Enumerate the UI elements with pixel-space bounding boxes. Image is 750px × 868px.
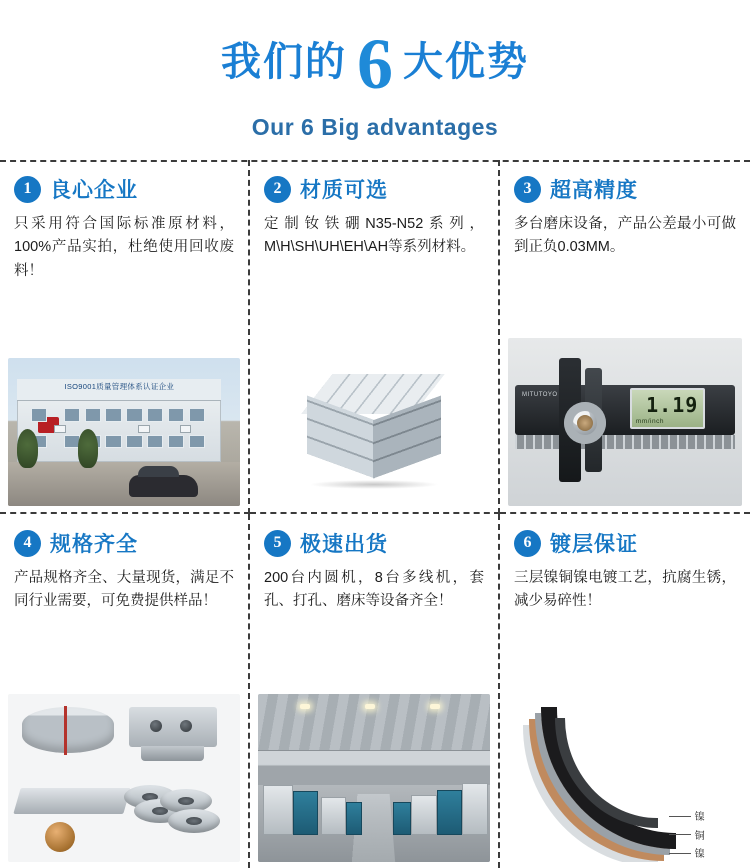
caliper-display-unit: mm/inch [635, 418, 664, 426]
tree [17, 429, 38, 467]
advantage-2-number: 2 [264, 176, 291, 203]
advantage-2-text: 定制钕铁硼N35-N52系列，M\H\SH\UH\EH\AH等系列材料。 [264, 216, 484, 256]
caliper-brand: MITUTOYO [522, 391, 558, 398]
window [189, 435, 205, 448]
magnet-base-tab [141, 746, 204, 761]
coin-scale-reference [45, 822, 75, 852]
screw-hole [150, 720, 162, 732]
window [126, 408, 142, 421]
advantage-4-head [14, 528, 234, 558]
factory-building-photo [8, 358, 240, 506]
window [168, 435, 184, 448]
assorted-magnets-photo [8, 694, 240, 862]
window [147, 408, 163, 421]
advantage-5-title: 极速出货 [300, 533, 388, 556]
bar-magnet [14, 788, 131, 814]
advantage-6-title: 镀层保证 [550, 533, 638, 556]
plating-inner-core [555, 718, 658, 829]
subtitle: Our 6 Big advantages [251, 114, 499, 140]
building-sign-text: ISO9001质量管理体系认证企业 [64, 381, 175, 391]
advantage-3-head [514, 174, 736, 204]
advantage-6-text: 三层镍铜镍电镀工艺，抗腐生锈，减少易碎性！ [514, 570, 736, 610]
advantage-card-1 [0, 160, 250, 514]
caliper-scale [515, 435, 735, 448]
cube-shadow [309, 480, 439, 489]
advantage-2-title: 材质可选 [300, 179, 388, 202]
parked-car [129, 475, 199, 497]
workshop-roof [258, 694, 490, 751]
advantage-3-title: 超高精度 [550, 179, 638, 202]
grinding-machine [462, 783, 488, 835]
grinding-machine [293, 791, 319, 835]
advantage-4-title: 规格齐全 [50, 533, 138, 556]
window [147, 435, 163, 448]
advantage-6-head [514, 528, 736, 558]
advantage-card-6 [500, 514, 750, 868]
advantage-4-text: 产品规格齐全、大量现货，满足不同行业需要，可免费提供样品！ [14, 570, 234, 610]
ceiling-lamp [430, 704, 440, 709]
title-suffix: 大优势 [403, 40, 529, 84]
plating-label-2: 铜 [695, 827, 705, 842]
plating-layers-photo [508, 694, 742, 862]
parking-ground [8, 462, 240, 506]
advantage-1-text: 只采用符合国际标准原材料，100%产品实拍，杜绝使用回收废料！ [14, 216, 234, 279]
advantage-1-number: 1 [14, 176, 41, 203]
title-prefix: 我们的 [221, 40, 347, 84]
advantage-3-number: 3 [514, 176, 541, 203]
ceiling-lamp [300, 704, 310, 709]
advantage-card-4 [0, 514, 250, 868]
caliper-display [630, 388, 705, 428]
window [105, 435, 121, 448]
advantages-grid [0, 160, 750, 868]
magnet-ring-sample [564, 402, 606, 444]
ring-magnet [168, 809, 220, 833]
window [126, 435, 142, 448]
title-big-number: 6 [357, 24, 393, 104]
grinding-machine [321, 797, 347, 836]
advantage-card-5 [250, 514, 500, 868]
advantage-card-2 [250, 160, 500, 514]
workshop-machines-photo [258, 694, 490, 862]
grinding-machine [263, 785, 293, 835]
advantage-1-title: 良心企业 [50, 179, 138, 202]
disc-magnet-stack [22, 707, 114, 753]
digital-caliper-photo [508, 338, 742, 506]
window [189, 408, 205, 421]
window [168, 408, 184, 421]
magnet-cube-photo [258, 338, 490, 506]
ac-unit [180, 425, 192, 434]
caliper-display-value: 1.19 [646, 392, 699, 417]
advantage-2-head [264, 174, 484, 204]
grinding-machine [346, 802, 362, 836]
advantage-5-head [264, 528, 484, 558]
grinding-machine [393, 802, 412, 836]
advantage-3-text: 多台磨床设备，产品公差最小可做到正负0.03MM。 [514, 216, 736, 256]
window [85, 408, 101, 421]
advantage-1-head [14, 174, 234, 204]
advantage-4-number: 4 [14, 530, 41, 557]
ceiling-lamp [365, 704, 375, 709]
block-magnet-with-holes [129, 707, 217, 747]
plating-label-3: 镍 [695, 845, 705, 860]
main-title [0, 24, 750, 104]
screw-hole [180, 720, 192, 732]
tree [78, 429, 99, 467]
ac-unit [54, 425, 66, 434]
grinding-machine [411, 795, 437, 835]
magnet-cube [299, 374, 449, 470]
advantage-card-3 [500, 160, 750, 514]
ac-unit [138, 425, 150, 434]
advantage-5-text: 200台内圆机，8台多线机，套孔、打孔、磨床等设备齐全！ [264, 570, 484, 610]
plating-label-1: 镍 [695, 808, 705, 823]
window [105, 408, 121, 421]
grid-top-divider [0, 160, 750, 162]
grinding-machine [437, 790, 463, 835]
ring-magnets-group [124, 785, 220, 841]
advantage-5-number: 5 [264, 530, 291, 557]
poster-header [0, 0, 750, 160]
window [64, 408, 80, 421]
window [31, 408, 47, 421]
advantage-6-number: 6 [514, 530, 541, 557]
